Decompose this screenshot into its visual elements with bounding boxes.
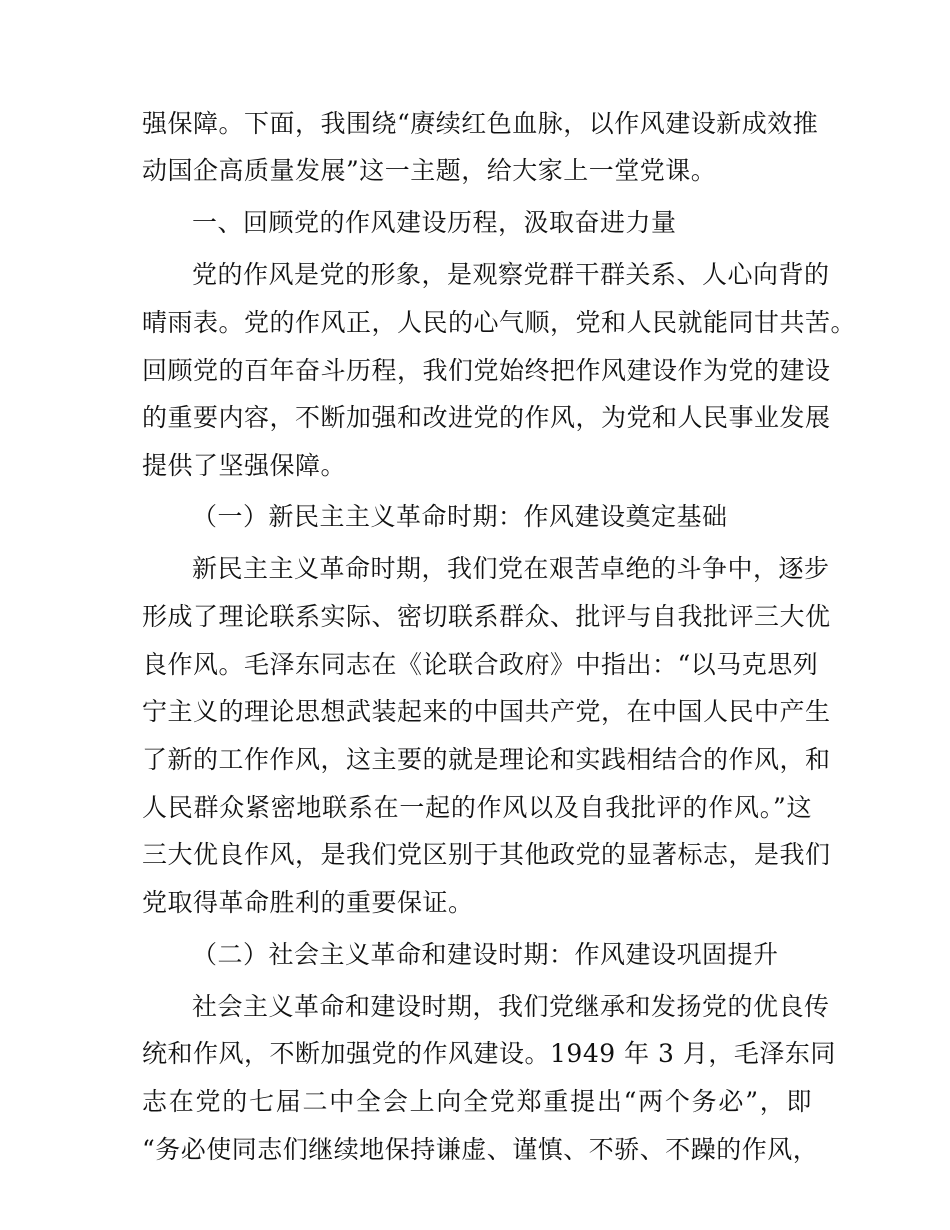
paragraph-4-line-3: 志在党的七届二中全会上向全党郑重提出“两个务必”，即 [142, 1087, 812, 1116]
paragraph-3-line-6: 人民群众紧密地联系在一起的作风以及自我批评的作风。”这 [142, 793, 812, 822]
paragraph-4-line-2: 统和作风，不断加强党的作风建设。1949 年 3 月，毛泽东同 [142, 1039, 836, 1068]
subsection-heading-1: （一）新民主主义革命时期：作风建设奠定基础 [192, 502, 728, 531]
paragraph-3-line-3: 良作风。毛泽东同志在《论联合政府》中指出：“以马克思列 [142, 650, 819, 679]
subsection-heading-2: （二）社会主义革命和建设时期：作风建设巩固提升 [192, 940, 779, 969]
paragraph-4-line-1: 社会主义革命和建设时期，我们党继承和发扬党的优良传 [192, 992, 830, 1021]
paragraph-1-line-1: 强保障。下面，我围绕“赓续红色血脉，以作风建设新成效推 [142, 109, 819, 138]
paragraph-2-line-2: 晴雨表。党的作风正，人民的心气顺，党和人民就能同甘共苦。 [142, 308, 857, 337]
paragraph-3-line-4: 宁主义的理论思想武装起来的中国共产党，在中国人民中产生 [142, 697, 831, 726]
paragraph-3-line-2: 形成了理论联系实际、密切联系群众、批评与自我批评三大优 [142, 602, 831, 631]
paragraph-1-line-2: 动国企高质量发展”这一主题，给大家上一堂党课。 [142, 156, 717, 185]
paragraph-2-line-1: 党的作风是党的形象，是观察党群干群关系、人心向背的 [192, 260, 830, 289]
paragraph-3-line-1: 新民主主义革命时期，我们党在艰苦卓绝的斗争中，逐步 [192, 554, 830, 583]
paragraph-3-line-5: 了新的工作作风，这主要的就是理论和实践相结合的作风，和 [142, 745, 831, 774]
paragraph-3-line-7: 三大优良作风，是我们党区别于其他政党的显著标志，是我们 [142, 840, 831, 869]
paragraph-3-line-8: 党取得革命胜利的重要保证。 [142, 888, 474, 917]
paragraph-2-line-5: 提供了坚强保障。 [142, 451, 347, 480]
section-heading-1: 一、回顾党的作风建设历程，汲取奋进力量 [192, 208, 677, 237]
paragraph-2-line-3: 回顾党的百年奋斗历程，我们党始终把作风建设作为党的建设 [142, 356, 831, 385]
paragraph-4-line-4: “务必使同志们继续地保持谦虚、谨慎、不骄、不躁的作风， [142, 1135, 819, 1164]
paragraph-2-line-4: 的重要内容，不断加强和改进党的作风，为党和人民事业发展 [142, 403, 831, 432]
